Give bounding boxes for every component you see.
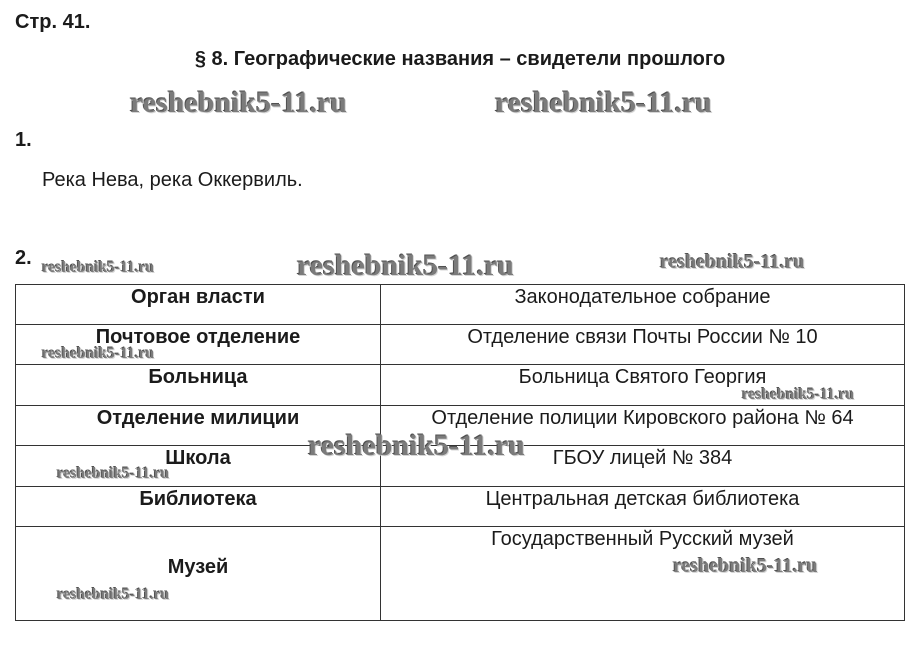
institution-type-cell: Почтовое отделение	[16, 325, 381, 365]
institution-name-cell: Отделение полиции Кировского района № 64	[381, 406, 905, 446]
watermark-text: reshebnik5-11.ru	[308, 429, 525, 462]
institution-name-cell: Законодательное собрание	[381, 285, 905, 325]
institution-type-cell: Отделение милиции	[16, 406, 381, 446]
watermark-text: reshebnik5-11.ru	[57, 465, 170, 482]
institution-name-cell: Больница Святого Георгия	[381, 365, 905, 406]
institution-type-cell: Музей	[16, 527, 381, 621]
watermark-text: reshebnik5-11.ru	[660, 251, 805, 273]
watermark-text: reshebnik5-11.ru	[130, 86, 347, 119]
institution-type-cell: Орган власти	[16, 285, 381, 325]
section-title: § 8. Географические названия – свидетели прошлого	[194, 48, 726, 70]
task-2-number: 2.	[15, 247, 32, 269]
institution-type-cell: Библиотека	[16, 487, 381, 527]
institution-name-cell: Государственный Русский музей	[381, 527, 905, 621]
institution-type-cell: Школа	[16, 446, 381, 487]
watermark-text: reshebnik5-11.ru	[742, 386, 855, 403]
institution-type-cell: Больница	[16, 365, 381, 406]
task-1-number: 1.	[15, 129, 32, 151]
task-1-answer: Река Нева, река Оккервиль.	[42, 169, 303, 191]
watermark-text: reshebnik5-11.ru	[673, 555, 818, 577]
institution-name-cell: Центральная детская библиотека	[381, 487, 905, 527]
watermark-text: reshebnik5-11.ru	[297, 249, 514, 282]
institution-name-cell: ГБОУ лицей № 384	[381, 446, 905, 487]
page-number: Стр. 41.	[15, 11, 91, 33]
watermark-text: reshebnik5-11.ru	[42, 259, 155, 276]
watermark-text: reshebnik5-11.ru	[42, 345, 155, 362]
answer-table	[15, 284, 905, 621]
watermark-text: reshebnik5-11.ru	[57, 586, 170, 603]
watermark-text: reshebnik5-11.ru	[495, 86, 712, 119]
institution-name-cell: Отделение связи Почты России № 10	[381, 325, 905, 365]
